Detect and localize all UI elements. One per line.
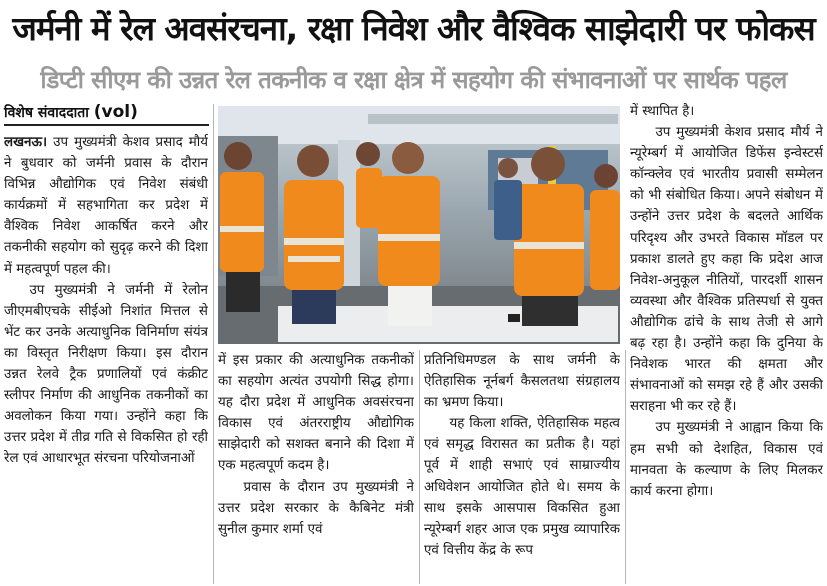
people-group-icon <box>218 106 620 344</box>
article-paragraph: उप मुख्यमंत्री केशव प्रसाद मौर्य ने न्यूरेम्बर्ग में आयोजित डिफेंस इन्वेस्टर्स कॉन्क्लेव एवं भारतीय प्रवासी सम्मेलन को भी संबोधित किया। अपने संबोधन में उन्होंने उत्तर प्रदेश के बदलते आर्थिक परिदृश्य और उभरते विकास मॉडल पर प्रकाश डालते हुए कहा कि प्रदेश आज निवेश-अनुकूल नीतियों, पारदर्शी शासन व्यवस्था और वैश्विक प्रतिस्पर्धा से युक्त औद्योगिक ढांचे के साथ तेजी से आगे बढ़ रहा है। उन्होंने कहा कि दुनिया के निवेशक भारत की क्षमता और संभावनाओं को समझ रहे हैं और उसकी सराहना भी कर रहे हैं। <box>630 125 823 415</box>
dateline: लखनऊ। <box>4 135 48 150</box>
article-paragraph: प्रवास के दौरान उप मुख्यमंत्री ने उत्तर प्रदेश सरकार के कैबिनेट मंत्री सुनील कुमार शर्मा एवं <box>218 479 414 537</box>
article-paragraph: उप मुख्यमंत्री ने जर्मनी में रेलोन जीएमबीएचके सीईओ निशांत मित्तल से भेंट कर उनके अत्याधुनिक विनिर्माण संयंत्र का विस्तृत निरीक्षण किया। इस दौरान उन्नत रेलवे ट्रैक प्रणालियों एवं कंक्रीट स्लीपर निर्माण की आधुनिक तकनीकों का अवलोकन किया गया। उन्होंने कहा कि उत्तर प्रदेश में तीव्र गति से विकसित हो रही रेल एवं आधारभूत संरचना परियोजनाओं <box>4 282 208 467</box>
article-column-4 <box>630 101 823 584</box>
column-divider <box>419 350 420 584</box>
column-divider <box>625 350 626 584</box>
subheadline: डिप्टी सीएम की उन्नत रेल तकनीक व रक्षा क्षेत्र में सहयोग की संभावनाओं पर सार्थक पहल <box>40 66 787 94</box>
article-paragraph: यह किला शक्ति, ऐतिहासिक महत्व एवं समृद्ध विरासत का प्रतीक है। यहां पूर्व में शाही सभाएं एवं साम्राज्यीय अधिवेशन आयोजित होते थे। समय के साथ इसके आसपास विकसित हुआ न्यूरेम्बर्ग शहर आज एक प्रमुख व्यापारिक एवं वित्तीय केंद्र के रूप <box>424 416 620 558</box>
byline-tag: (vol) <box>93 102 138 122</box>
column-divider <box>213 104 214 584</box>
article-paragraph: उप मुख्यमंत्री ने आह्वान किया कि हम सभी को देशहित, विकास एवं मानवता के कल्याण के लिए मिलकर कार्य करना होगा। <box>630 420 823 499</box>
byline-label: विशेष संवाददाता <box>4 105 89 121</box>
article-column-1 <box>4 132 208 584</box>
article-paragraph: प्रतिनिधिमण्डल के साथ जर्मनी के ऐतिहासिक नूर्नबर्ग कैसलतथा संग्रहालय का भ्रमण किया। <box>424 353 620 411</box>
byline <box>4 101 138 123</box>
paragraph-text: उप मुख्यमंत्री केशव प्रसाद मौर्य ने बुधवार को जर्मनी प्रवास के दौरान विभिन्न औद्योगिक एवं निवेश संबंधी कार्यक्रमों में सहभागिता कर प्रदेश में वैश्विक निवेश आकर्षित करने और तकनीकी सहयोग को सुदृढ़ करने की दिशा में महत्वपूर्ण पहल की। <box>4 135 208 277</box>
article-column-3 <box>424 350 620 584</box>
headline: जर्मनी में रेल अवसंरचना, रक्षा निवेश और वैश्विक साझेदारी पर फोकस <box>12 9 815 48</box>
news-photo <box>218 106 620 344</box>
article-paragraph: में स्थापित है। <box>630 104 695 119</box>
article-paragraph <box>4 132 208 280</box>
article-paragraph: में इस प्रकार की अत्याधुनिक तकनीकों का सहयोग अत्यंत उपयोगी सिद्ध होगा। यह दौरा प्रदेश में आधुनिक अवसंरचना विकास एवं अंतरराष्ट्रीय औद्योगिक साझेदारी को सशक्त बनाने की दिशा में एक महत्वपूर्ण कदम है। <box>218 353 414 474</box>
byline-underline <box>4 124 209 126</box>
article-column-2 <box>218 350 414 584</box>
